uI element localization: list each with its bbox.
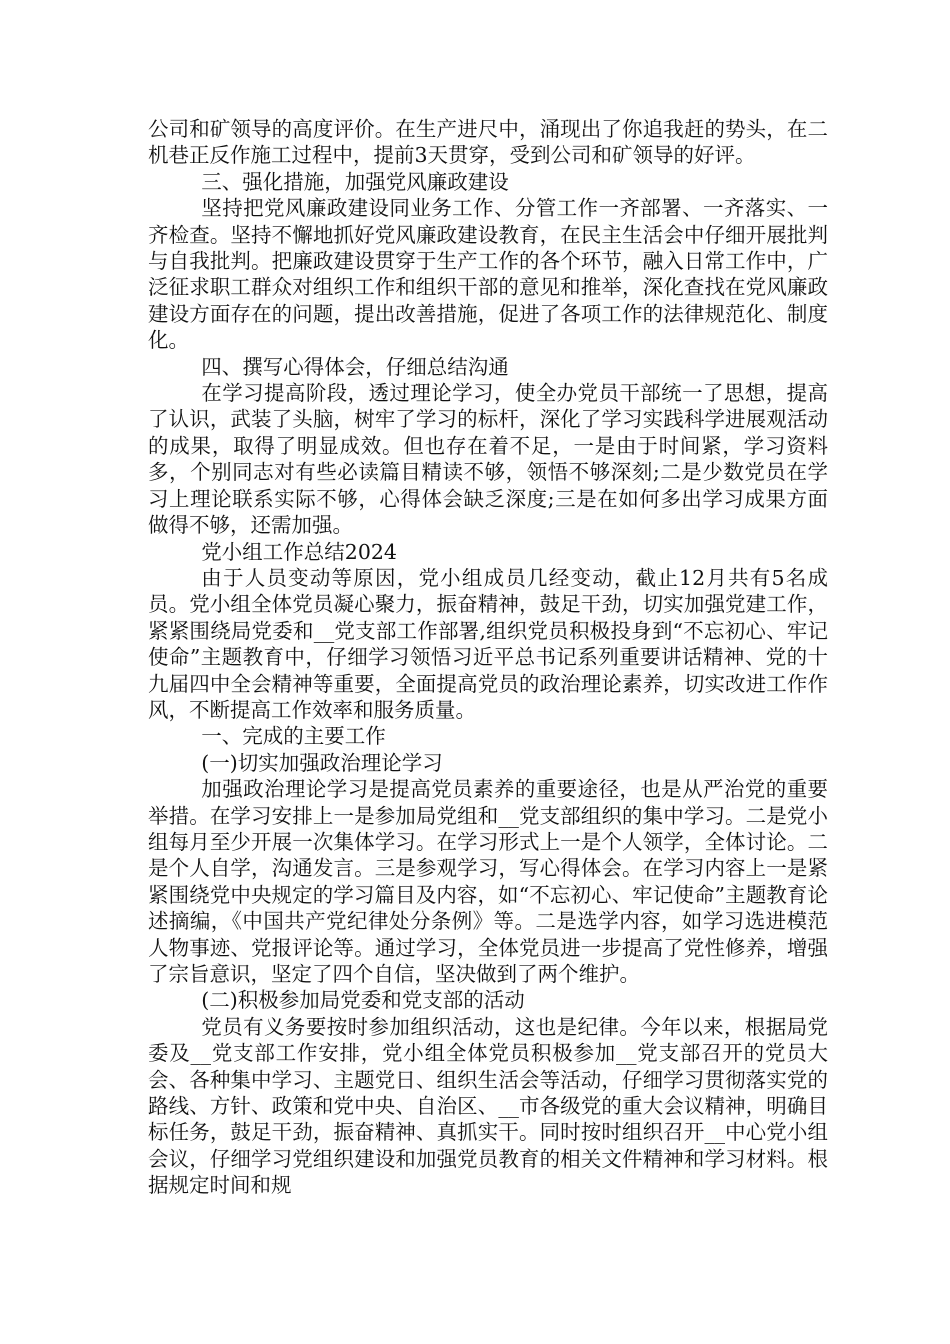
document-title: 党小组工作总结2024: [201, 539, 397, 564]
paragraph: 由于人员变动等原因，党小组成员几经变动，截止12月共有5名成员。党小组全体党员凝心聚力，振奋精神，鼓足干劲，切实加强党建工作，紧紧围绕局党委和__党支部工作部署,组织党员积极投身到“不忘初心、牢记使命”主题教育中，仔细学习领悟习近平总书记系列重要讲话精神、党的十九届四中全会精神等重要，全面提高党员的政治理论素养，切实改进工作作风，不断提高工作效率和服务质量。: [148, 565, 828, 722]
subsection-heading-2: (二)积极参加局党委和党支部的活动: [201, 988, 525, 1013]
paragraph: 党员有义务要按时参加组织活动，这也是纪律。今年以来，根据局党委及__党支部工作安排，党小组全体党员积极参加__党支部召开的党员大会、各种集中学习、主题党日、组织生活会等活动，仔细学习贯彻落实党的路线、方针、政策和党中央、自治区、__市各级党的重大会议精神，明确目标任务，鼓足干劲，振奋精神、真抓实干。同时按时组织召开__中心党小组会议，仔细学习党组织建设和加强党员教育的相关文件精神和学习材料。根据规定时间和规: [148, 1014, 828, 1198]
section-heading-3: 三、强化措施，加强党风廉政建设: [201, 169, 509, 194]
paragraph: 加强政治理论学习是提高党员素养的重要途径，也是从严治党的重要举措。在学习安排上一是参加局党组和__党支部组织的集中学习。二是党小组每月至少开展一次集体学习。在学习形式上一是个人领学，全体讨论。二是个人自学，沟通发言。三是参观学习，写心得体会。在学习内容上一是紧紧围绕党中央规定的学习篇目及内容，如“不忘初心、牢记使命”主题教育论述摘编，《中国共产党纪律处分条例》等。二是选学内容，如学习选进模范人物事迹、党报评论等。通过学习，全体党员进一步提高了党性修养，增强了宗旨意识，坚定了四个自信，坚决做到了两个维护。: [148, 777, 828, 986]
paragraph: 坚持把党风廉政建设同业务工作、分管工作一齐部署、一齐落实、一齐检查。坚持不懈地抓好党风廉政建设教育，在民主生活会中仔细开展批判与自我批判。把廉政建设贯穿于生产工作的各个环节，融入日常工作中，广泛征求职工群众对组织工作和组织干部的意见和推举，深化查找在党风廉政建设方面存在的问题，提出改善措施，促进了各项工作的法律规范化、制度化。: [148, 196, 828, 353]
paragraph: 在学习提高阶段，透过理论学习，使全办党员干部统一了思想，提高了认识，武装了头脑，树牢了学习的标杆，深化了学习实践科学进展观活动的成果，取得了明显成效。但也存在着不足，一是由于时间紧，学习资料多，个别同志对有些必读篇目精读不够，领悟不够深刻;二是少数党员在学习上理论联系实际不够，心得体会缺乏深度;三是在如何多出学习成果方面做得不够，还需加强。: [148, 381, 828, 538]
paragraph-continuation: 公司和矿领导的高度评价。在生产进尺中，涌现出了你追我赶的势头，在二机巷正反作施工过程中，提前3天贯穿，受到公司和矿领导的好评。: [148, 117, 828, 168]
document-body: [148, 116, 828, 1199]
subsection-heading-1: (一)切实加强政治理论学习: [201, 750, 443, 775]
section-heading-4: 四、撰写心得体会，仔细总结沟通: [201, 354, 509, 379]
section-heading-1: 一、完成的主要工作: [201, 724, 386, 749]
